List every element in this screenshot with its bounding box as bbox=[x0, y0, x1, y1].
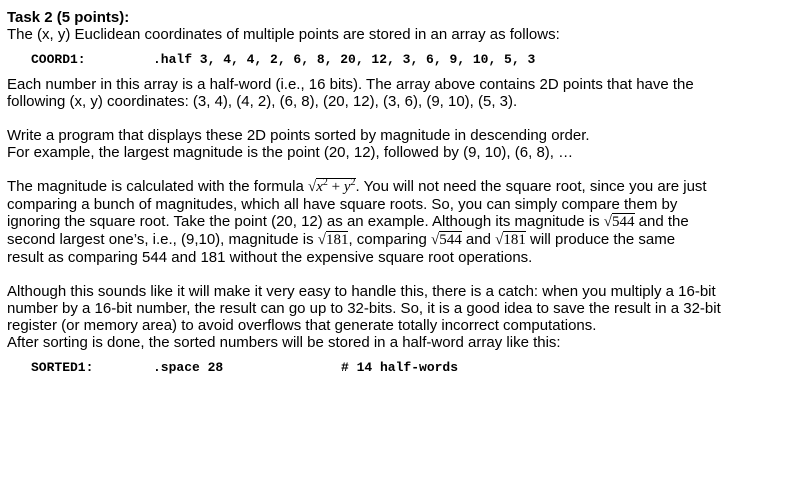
sorted-directive: .space 28 bbox=[153, 360, 224, 375]
sorted-label: SORTED1: bbox=[31, 360, 94, 375]
para3-line1: The magnitude is calculated with the formula $√x^2 + y^2$. You will not need the square root, since you are just bbox=[7, 177, 707, 195]
para2-line1: Write a program that displays these 2D points sorted by magnitude in descending order. bbox=[7, 127, 590, 144]
para4-line3: register (or memory area) to avoid overflows that generate totally incorrect computations. bbox=[7, 317, 597, 334]
coord-code-line bbox=[7, 51, 782, 68]
para3-line4: second largest one’s, i.e., (9,10), magnitude is √181, comparing √544 and √181 will produce the same bbox=[7, 231, 676, 248]
para4-line1: Although this sounds like it will make it very easy to handle this, there is a catch: when you multiply a 16-bit bbox=[7, 283, 716, 300]
para3-line5: result as comparing 544 and 181 without the expensive square root operations. bbox=[7, 249, 533, 266]
sorted-comment: # 14 half-words bbox=[341, 360, 459, 375]
sqrt-544: 544 bbox=[612, 214, 635, 230]
para4-line2: number by a 16-bit number, the result can go up to 32-bits. So, it is a good idea to save the result in a 32-bit bbox=[7, 300, 721, 317]
para1-line2: following (x, y) coordinates: (3, 4), (4, 2), (6, 8), (20, 12), (3, 6), (9, 10), (5, 3). bbox=[7, 93, 518, 110]
sqrt-181: 181 bbox=[325, 232, 349, 248]
intro-text: The (x, y) Euclidean coordinates of multiple points are stored in an array as follows: bbox=[7, 26, 560, 43]
task-document bbox=[7, 9, 782, 384]
para1-line1: Each number in this array is a half-word (i.e., 16 bits). The array above contains 2D points that have the bbox=[7, 76, 694, 93]
sqrt-symbol: √ bbox=[308, 179, 317, 195]
para2-line2: For example, the largest magnitude is the point (20, 12), followed by (9, 10), (6, 8), … bbox=[7, 144, 574, 161]
para3-line2: comparing a bunch of magnitudes, which all have square roots. So, you can simply compare them by bbox=[7, 196, 678, 213]
task-title: Task 2 (5 points): bbox=[7, 9, 130, 26]
coord-directive: .half 3, 4, 4, 2, 6, 8, 20, 12, 3, 6, 9, 10, 5, 3 bbox=[153, 52, 536, 67]
sorted-code-line bbox=[7, 359, 782, 376]
para4-line4: After sorting is done, the sorted numbers will be stored in a half-word array like this: bbox=[7, 334, 561, 351]
coord-label: COORD1: bbox=[31, 52, 86, 67]
magnitude-formula: $x^2 + y^2$ bbox=[316, 177, 356, 195]
para3-line3: ignoring the square root. Take the point (20, 12) as an example. Although its magnitude is √544 and the bbox=[7, 213, 689, 230]
